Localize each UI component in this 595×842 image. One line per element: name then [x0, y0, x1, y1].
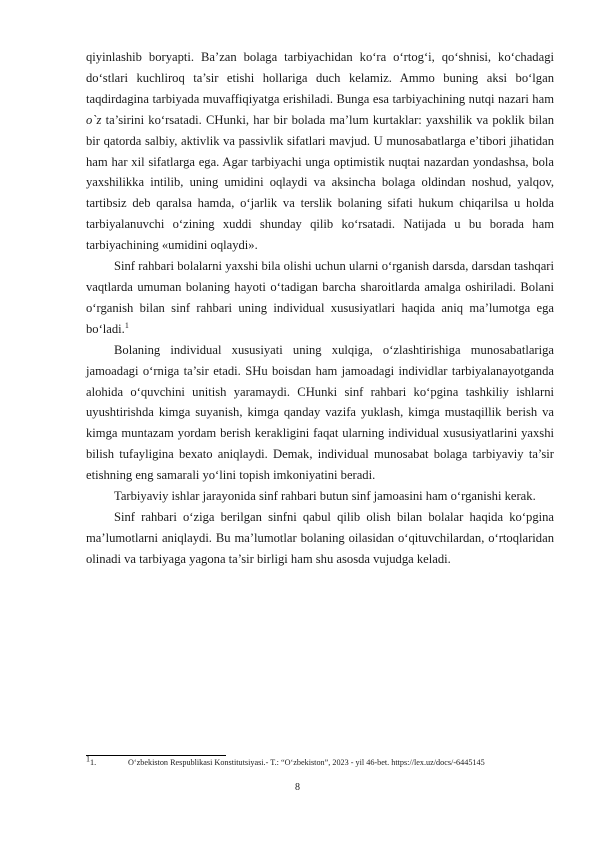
footnote-reference: 1 — [124, 320, 129, 330]
paragraph-3-text: Bolaning individual xususiyati uning xulqiga, o‘zlashtirishiga munosabatlariga jamoadagi o‘rniga ta’sir etadi. SHu boisdan ham jamoadagi individlar tarbiyalanayotganda alohida o‘quvchini unitish yaramaydi. CHunki sinf rahbari ko‘pgina tashkiliy ishlarni uyushtirishda kimga suyanish, kimga qanday vazifa yuklash, kimga mustaqillik berish va kimga muntazam yordam berish kerakligini faqat ularning individual xususiyatlarini yaxshi bilish tufayligina bexato aniqlaydi. Demak, individual munosabat bolaga tarbiyaviy ta’sir etishning eng samarali yo‘lini topish imkoniyatini beradi. — [86, 342, 554, 483]
paragraph-1 — [86, 47, 554, 256]
footnote-number: 1. — [90, 758, 97, 767]
footnote — [86, 754, 554, 769]
footnote-separator — [86, 755, 226, 756]
paragraph-5 — [86, 507, 554, 570]
paragraph-1-part-a: qiyinlashib boryapti. Ba’zan bolaga tarbiyachidan ko‘ra o‘rtog‘i, qo‘shnisi, ko‘chadagi do‘stlari kuchliroq ta’sir etishi hollariga duch kelamiz. Ammo buning aksi bo‘lgan taqdirdagina tarbiyada muvaffiqiyatga erishiladi. Bunga esa tarbiyachining nutqi nazari ham — [86, 50, 554, 106]
paragraph-4-text: Tarbiyaviy ishlar jarayonida sinf rahbari butun sinf jamoasini ham o‘rganishi kerak. — [114, 489, 536, 504]
paragraph-5-text: Sinf rahbari o‘ziga berilgan sinfni qabul qilib olish bilan bolalar haqida ko‘pgina ma’lumotlarni aniqlaydi. Bu ma’lumotlar bolaning oilasidan o‘qituvchilardan, o‘rtoqlaridan olinadi va tarbiyaga yagona ta’sir birligi ham shu asosda vujudga keladi. — [86, 509, 554, 566]
paragraph-3 — [86, 340, 554, 486]
paragraph-1-part-b: ta’sirini ko‘rsatadi. CHunki, har bir bolada ma’lum kurtaklar: yaxshilik va poklik bilan bir qatorda salbiy, aktivlik va passivlik sifatlari mavjud. U munosabatlarga e’tibori jihatidan ham har xil sifatlarga ega. Agar tarbiyachi unga optimistik nuqtai nazardan yondashsa, bola yaxshilikka intilib, uning umidini oqlaydi va aksincha bolaga oldindan noshud, yalqov, tartibsiz deb qaralsa hamda, o‘jarlik va terslik bolaning sifati hukum chiqarilsa u holda tarbiyalanuvchi o‘zining xuddi shunday qilib ko‘rsatadi. Natijada u bu borada ham tarbiyachining «umidini oqlaydi». — [86, 112, 554, 253]
footnote-text: O‘zbekiston Respublikasi Konstitutsiyasi.- T.: “O‘zbekiston”, 2023 - yil 46-bet. https://lex.uz/docs/-6445145 — [128, 758, 485, 767]
footnote-marker: 1 — [86, 754, 90, 764]
paragraph-1-italic-word: o`z — [86, 112, 102, 127]
body-text — [86, 47, 554, 570]
page-number: 8 — [295, 782, 300, 793]
paragraph-2 — [86, 256, 554, 340]
paragraph-2-text: Sinf rahbari bolalarni yaxshi bila olishi uchun ularni o‘rganish darsda, darsdan tashqari vaqtlarda umuman bolaning hayoti o‘tadigan barcha sharoitlarda amalga oshiriladi. Bolani o‘rganish bilan sinf rahbari uning individual xususiyatlari haqida aniq ma’lumotga ega bo‘ladi. — [86, 259, 554, 336]
paragraph-4 — [86, 486, 554, 507]
